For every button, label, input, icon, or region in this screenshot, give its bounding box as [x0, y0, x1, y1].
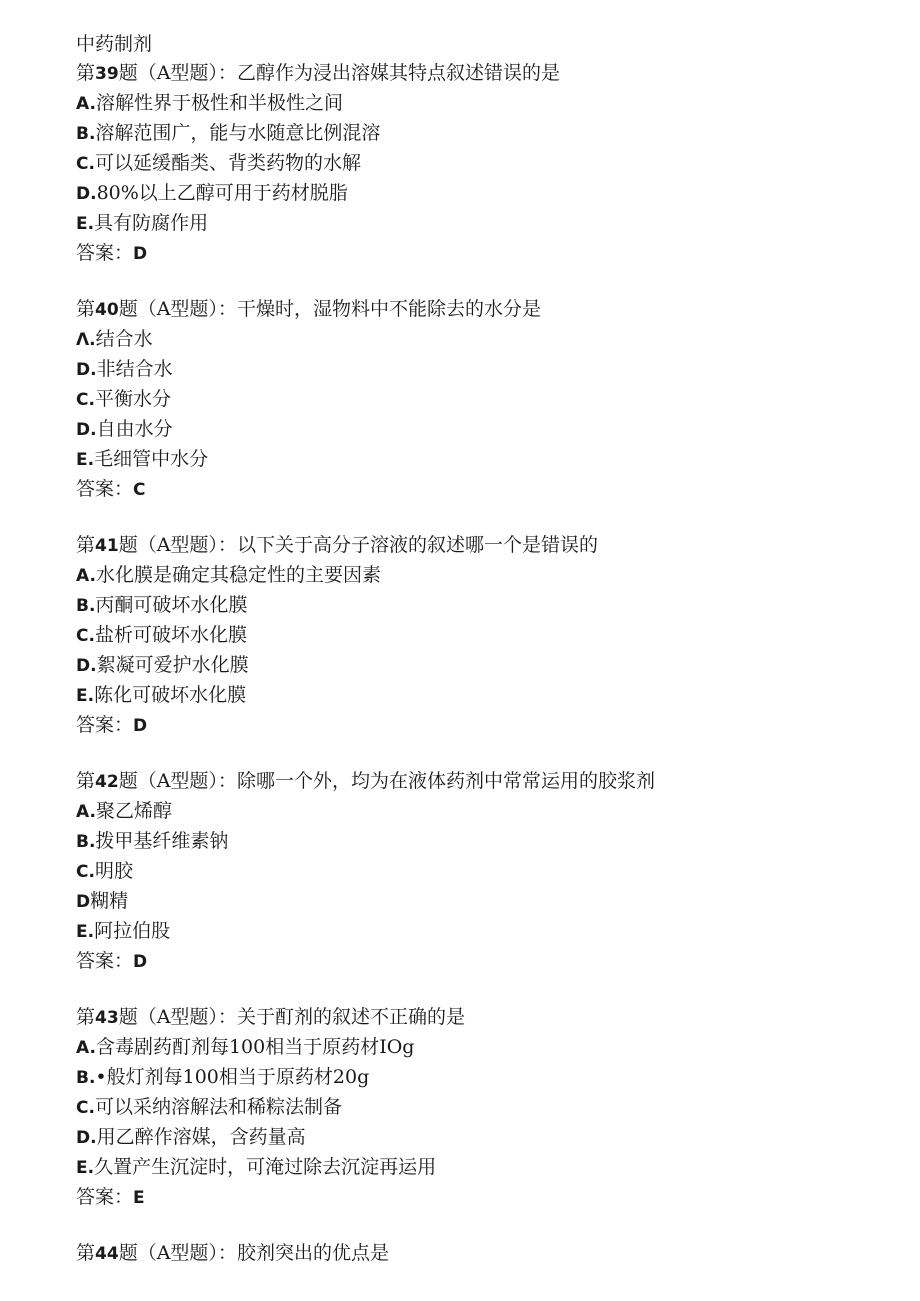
- option-item: [76, 651, 896, 681]
- option-item: [76, 681, 896, 711]
- question-text: 关于酊剂的叙述不正确的是: [236, 1006, 465, 1028]
- question-stem: [76, 295, 896, 325]
- option-label: B.: [76, 832, 96, 852]
- question-list: [76, 59, 896, 1269]
- question-number-prefix: 第: [76, 62, 96, 84]
- question-spacer: [76, 741, 896, 767]
- question-number: 43: [95, 1008, 119, 1028]
- option-item: [76, 917, 896, 947]
- question-block: [76, 295, 896, 505]
- option-text: 陈化可破坏水化膜: [94, 684, 247, 706]
- option-label: A.: [76, 94, 96, 114]
- answer-label: 答案：: [76, 714, 134, 736]
- answer-value: E: [133, 1188, 145, 1208]
- option-label: C.: [76, 390, 95, 410]
- option-item: [76, 415, 896, 445]
- option-label: B.: [76, 124, 96, 144]
- option-label: A.: [76, 566, 96, 586]
- question-type: （A型题）：: [137, 534, 237, 556]
- option-text: 用乙醉作溶媒，含药量高: [96, 1126, 306, 1148]
- question-spacer: [76, 977, 896, 1003]
- option-label: E.: [76, 686, 95, 706]
- option-label: E.: [76, 922, 95, 942]
- option-item: [76, 797, 896, 827]
- question-block: [76, 1239, 896, 1269]
- option-text: 丙酮可破坏水化膜: [95, 594, 248, 616]
- question-type: （A型题）：: [137, 770, 237, 792]
- option-text: 结合水: [95, 328, 153, 350]
- question-text: 胶剂突出的优点是: [236, 1242, 389, 1264]
- question-type: （A型题）：: [137, 298, 237, 320]
- question-number-prefix: 第: [76, 534, 96, 556]
- question-number-suffix: 题: [118, 1242, 138, 1264]
- option-item: [76, 857, 896, 887]
- answer-value: C: [133, 480, 146, 500]
- question-type: （A型题）：: [137, 1242, 237, 1264]
- option-label: D.: [76, 360, 97, 380]
- option-item: [76, 887, 896, 917]
- question-number-suffix: 题: [118, 1006, 138, 1028]
- option-text: 水化膜是确定其稳定性的主要因素: [95, 564, 381, 586]
- option-label: C.: [76, 154, 95, 174]
- option-label: C.: [76, 1098, 95, 1118]
- option-text: 糊精: [90, 890, 129, 912]
- option-label: C.: [76, 626, 95, 646]
- question-number-prefix: 第: [76, 770, 96, 792]
- question-spacer: [76, 269, 896, 295]
- question-number: 41: [95, 536, 119, 556]
- question-number-suffix: 题: [118, 770, 138, 792]
- answer-label: 答案：: [76, 478, 134, 500]
- answer-line: [76, 475, 896, 505]
- option-text: 阿拉伯股: [94, 920, 171, 942]
- section-heading: 中药制剂: [76, 33, 153, 55]
- answer-label: 答案：: [76, 1186, 134, 1208]
- question-text: 除哪一个外，均为在液体药剂中常常运用的胶浆剂: [236, 770, 655, 792]
- option-item: [76, 1123, 896, 1153]
- question-block: [76, 59, 896, 269]
- option-text: 可以延缓酯类、背类药物的水解: [94, 152, 361, 174]
- option-text: 非结合水: [96, 358, 173, 380]
- option-label: A.: [76, 802, 96, 822]
- question-spacer: [76, 505, 896, 531]
- answer-line: [76, 239, 896, 269]
- question-text: 乙醇作为浸出溶媒其特点叙述错误的是: [236, 62, 560, 84]
- question-number-prefix: 第: [76, 1006, 96, 1028]
- option-label: D.: [76, 184, 97, 204]
- option-text: 絮凝可爱护水化膜: [96, 654, 249, 676]
- option-item: [76, 1033, 896, 1063]
- option-label: D: [76, 892, 91, 912]
- option-item: [76, 445, 896, 475]
- answer-line: [76, 947, 896, 977]
- option-item: [76, 149, 896, 179]
- option-item: [76, 325, 896, 355]
- option-item: [76, 355, 896, 385]
- option-item: [76, 1063, 896, 1093]
- question-stem: [76, 767, 896, 797]
- option-label: A.: [76, 1038, 96, 1058]
- option-label: E.: [76, 214, 95, 234]
- option-text: 含毒剧药酊剂每100相当于原药材IOg: [95, 1036, 415, 1058]
- question-number-suffix: 题: [118, 62, 138, 84]
- option-text: 聚乙烯醇: [95, 800, 172, 822]
- option-label: B.: [76, 1068, 96, 1088]
- question-block: [76, 531, 896, 741]
- option-text: 80%以上乙醇可用于药材脱脂: [96, 182, 348, 204]
- document-page: [76, 30, 896, 1269]
- question-type: （A型题）：: [137, 1006, 237, 1028]
- answer-value: D: [133, 716, 148, 736]
- option-text: 溶解性界于极性和半极性之间: [95, 92, 343, 114]
- question-spacer: [76, 1213, 896, 1239]
- option-item: [76, 385, 896, 415]
- question-number-suffix: 题: [118, 534, 138, 556]
- option-text: 可以采纳溶解法和稀粽法制备: [94, 1096, 342, 1118]
- question-number-prefix: 第: [76, 1242, 96, 1264]
- answer-line: [76, 711, 896, 741]
- question-number: 42: [95, 772, 119, 792]
- option-item: [76, 179, 896, 209]
- question-stem: [76, 1239, 896, 1269]
- answer-value: D: [133, 952, 148, 972]
- question-stem: [76, 1003, 896, 1033]
- option-item: [76, 209, 896, 239]
- option-text: 久置产生沉淀时，可淹过除去沉淀再运用: [94, 1156, 437, 1178]
- question-type: （A型题）：: [137, 62, 237, 84]
- option-item: [76, 561, 896, 591]
- answer-label: 答案：: [76, 950, 134, 972]
- answer-value: D: [133, 244, 148, 264]
- question-text: 以下关于高分子溶液的叙述哪一个是错误的: [236, 534, 598, 556]
- question-stem: [76, 59, 896, 89]
- option-item: [76, 1153, 896, 1183]
- option-text: 具有防腐作用: [94, 212, 209, 234]
- option-item: [76, 119, 896, 149]
- question-number: 39: [95, 64, 119, 84]
- question-text: 干燥时，湿物料中不能除去的水分是: [236, 298, 541, 320]
- option-text: 盐析可破坏水化膜: [94, 624, 247, 646]
- option-text: 平衡水分: [94, 388, 171, 410]
- question-stem: [76, 531, 896, 561]
- option-label: D.: [76, 656, 97, 676]
- option-label: C.: [76, 862, 95, 882]
- question-block: [76, 767, 896, 977]
- option-item: [76, 621, 896, 651]
- option-label: D.: [76, 1128, 97, 1148]
- option-label: E.: [76, 450, 95, 470]
- option-label: B.: [76, 596, 96, 616]
- option-text: 拨甲基纤维素钠: [95, 830, 229, 852]
- option-text: 溶解范围广，能与水随意比例混溶: [95, 122, 381, 144]
- option-text: 毛细管中水分: [94, 448, 209, 470]
- answer-line: [76, 1183, 896, 1213]
- option-text: 自由水分: [96, 418, 173, 440]
- question-block: [76, 1003, 896, 1213]
- option-item: [76, 89, 896, 119]
- option-text: 明胶: [94, 860, 133, 882]
- option-label: D.: [76, 420, 97, 440]
- answer-label: 答案：: [76, 242, 134, 264]
- option-item: [76, 1093, 896, 1123]
- option-item: [76, 827, 896, 857]
- question-number: 44: [95, 1244, 119, 1264]
- question-number-suffix: 题: [118, 298, 138, 320]
- option-text: •般灯剂每100相当于原药材20g: [95, 1066, 370, 1088]
- question-number: 40: [95, 300, 119, 320]
- option-label: E.: [76, 1158, 95, 1178]
- question-number-prefix: 第: [76, 298, 96, 320]
- option-label: Λ.: [76, 330, 96, 350]
- option-item: [76, 591, 896, 621]
